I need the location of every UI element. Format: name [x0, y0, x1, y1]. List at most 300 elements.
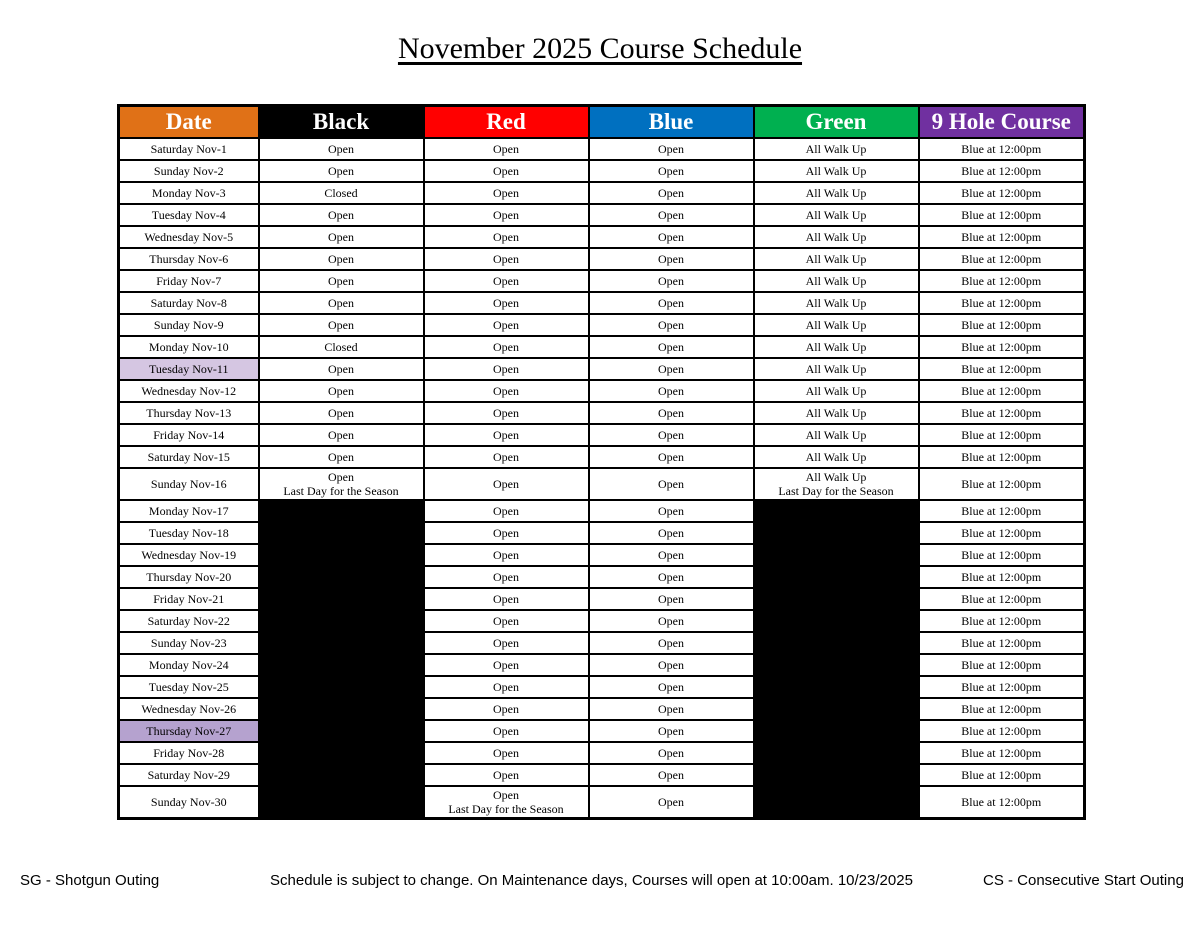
cell-red	[424, 588, 589, 610]
cell-green	[754, 402, 919, 424]
cell-text: Blue at 12:00pm	[961, 526, 1042, 540]
cell-text: Blue at 12:00pm	[961, 658, 1042, 672]
cell-green	[754, 446, 919, 468]
table-row	[119, 270, 1085, 292]
cell-nine	[919, 446, 1085, 468]
cell-date	[119, 742, 259, 764]
cell-text: Open	[658, 795, 684, 809]
cell-nine	[919, 402, 1085, 424]
cell-text: All Walk Up	[805, 296, 867, 310]
cell-nine	[919, 522, 1085, 544]
cell-black	[259, 226, 424, 248]
cell-note: Last Day for the Season	[778, 484, 894, 498]
cell-black	[259, 566, 424, 588]
cell-blue	[589, 654, 754, 676]
cell-green	[754, 544, 919, 566]
cell-text: Open	[328, 208, 354, 222]
cell-text: Open	[493, 658, 519, 672]
cell-text: Monday Nov-3	[151, 186, 226, 200]
cell-text: Blue at 12:00pm	[961, 208, 1042, 222]
cell-text: All Walk Up	[805, 164, 867, 178]
cell-text: Open	[493, 186, 519, 200]
page-title: November 2025 Course Schedule	[397, 32, 803, 65]
cell-date	[119, 654, 259, 676]
cell-green	[754, 632, 919, 654]
cell-green	[754, 522, 919, 544]
cell-blue	[589, 314, 754, 336]
cell-date	[119, 468, 259, 500]
cell-nine	[919, 632, 1085, 654]
cell-date	[119, 764, 259, 786]
cell-nine	[919, 566, 1085, 588]
cell-text: Tuesday Nov-4	[151, 208, 226, 222]
cell-red	[424, 160, 589, 182]
cell-text: Monday Nov-24	[148, 658, 229, 672]
cell-blue	[589, 720, 754, 742]
cell-green	[754, 138, 919, 160]
cell-green	[754, 468, 919, 500]
table-row	[119, 314, 1085, 336]
cell-green	[754, 588, 919, 610]
cell-nine	[919, 786, 1085, 819]
cell-red	[424, 402, 589, 424]
cell-text: Blue at 12:00pm	[961, 142, 1042, 156]
cell-text: Saturday Nov-15	[147, 450, 230, 464]
cell-blue	[589, 270, 754, 292]
cell-red	[424, 566, 589, 588]
cell-red	[424, 446, 589, 468]
cell-black	[259, 654, 424, 676]
cell-text: Open	[658, 406, 684, 420]
cell-date	[119, 292, 259, 314]
cell-text: Open	[493, 526, 519, 540]
cell-date	[119, 182, 259, 204]
cell-black	[259, 676, 424, 698]
cell-blue	[589, 160, 754, 182]
table-row	[119, 204, 1085, 226]
cell-text: Open	[328, 296, 354, 310]
cell-text: Blue at 12:00pm	[961, 795, 1042, 809]
table-row	[119, 336, 1085, 358]
cell-blue	[589, 424, 754, 446]
cell-text: All Walk Up	[805, 318, 867, 332]
cell-text: Open	[658, 164, 684, 178]
cell-black	[259, 160, 424, 182]
cell-blue	[589, 402, 754, 424]
cell-text: Sunday Nov-30	[150, 795, 227, 809]
cell-nine	[919, 698, 1085, 720]
cell-black	[259, 182, 424, 204]
cell-text: Saturday Nov-1	[150, 142, 227, 156]
cell-date	[119, 676, 259, 698]
cell-text: Wednesday Nov-12	[141, 384, 237, 398]
cell-text: Open	[328, 164, 354, 178]
cell-green	[754, 226, 919, 248]
cell-text: Open	[493, 406, 519, 420]
table-row	[119, 424, 1085, 446]
cell-nine	[919, 742, 1085, 764]
cell-red	[424, 720, 589, 742]
cell-text: Open	[658, 362, 684, 376]
cell-text: Open	[658, 477, 684, 491]
cell-text: Open	[658, 724, 684, 738]
cell-text: Open	[328, 384, 354, 398]
cell-text: Open	[658, 186, 684, 200]
cell-black	[259, 742, 424, 764]
cell-text: Open	[493, 477, 519, 491]
cell-text: All Walk Up	[805, 450, 867, 464]
cell-date	[119, 402, 259, 424]
cell-green	[754, 160, 919, 182]
cell-green	[754, 610, 919, 632]
cell-text: Open	[658, 428, 684, 442]
cell-green	[754, 654, 919, 676]
cell-text: Open	[493, 252, 519, 266]
cell-blue	[589, 138, 754, 160]
cell-red	[424, 424, 589, 446]
cell-red	[424, 544, 589, 566]
cell-text: All Walk Up	[805, 470, 867, 484]
cell-red	[424, 468, 589, 500]
table-row	[119, 632, 1085, 654]
cell-text: Blue at 12:00pm	[961, 548, 1042, 562]
cell-date	[119, 588, 259, 610]
cell-date	[119, 424, 259, 446]
cell-text: Saturday Nov-22	[147, 614, 230, 628]
cell-date	[119, 160, 259, 182]
cell-text: Blue at 12:00pm	[961, 164, 1042, 178]
cell-green	[754, 742, 919, 764]
cell-nine	[919, 226, 1085, 248]
cell-text: Saturday Nov-8	[150, 296, 227, 310]
cell-text: Tuesday Nov-11	[149, 362, 229, 376]
cell-black	[259, 292, 424, 314]
cell-text: Friday Nov-7	[156, 274, 222, 288]
cell-date	[119, 336, 259, 358]
table-row	[119, 182, 1085, 204]
schedule-table	[117, 104, 1086, 820]
cell-text: Wednesday Nov-26	[141, 702, 237, 716]
table-row	[119, 786, 1085, 819]
cell-text: Open	[658, 592, 684, 606]
cell-nine	[919, 544, 1085, 566]
cell-text: Open	[658, 274, 684, 288]
cell-blue	[589, 786, 754, 819]
column-header-green: Green	[754, 106, 919, 139]
table-row	[119, 468, 1085, 500]
cell-nine	[919, 720, 1085, 742]
cell-text: Open	[493, 592, 519, 606]
cell-green	[754, 786, 919, 819]
cell-blue	[589, 764, 754, 786]
cell-date	[119, 566, 259, 588]
cell-red	[424, 358, 589, 380]
cell-date	[119, 226, 259, 248]
cell-date	[119, 248, 259, 270]
table-row	[119, 226, 1085, 248]
cell-green	[754, 292, 919, 314]
cell-text: Open	[658, 680, 684, 694]
cell-black	[259, 500, 424, 522]
cell-black	[259, 544, 424, 566]
cell-text: Friday Nov-21	[153, 592, 225, 606]
cell-blue	[589, 588, 754, 610]
cell-date	[119, 500, 259, 522]
cell-date	[119, 522, 259, 544]
cell-text: Blue at 12:00pm	[961, 274, 1042, 288]
cell-nine	[919, 138, 1085, 160]
cell-blue	[589, 610, 754, 632]
cell-green	[754, 676, 919, 698]
cell-black	[259, 720, 424, 742]
cell-black	[259, 764, 424, 786]
cell-text: All Walk Up	[805, 252, 867, 266]
cell-text: Open	[658, 614, 684, 628]
cell-nine	[919, 468, 1085, 500]
cell-blue	[589, 566, 754, 588]
cell-blue	[589, 358, 754, 380]
cell-text: Thursday Nov-27	[146, 724, 232, 738]
cell-text: Open	[493, 362, 519, 376]
cell-red	[424, 676, 589, 698]
cell-text: Thursday Nov-20	[146, 570, 232, 584]
cell-text: Open	[658, 658, 684, 672]
cell-text: Open	[658, 450, 684, 464]
footer-legend-cs: CS - Consecutive Start Outing	[983, 872, 1184, 889]
cell-red	[424, 786, 589, 819]
cell-date	[119, 314, 259, 336]
cell-text: All Walk Up	[805, 406, 867, 420]
cell-black	[259, 270, 424, 292]
cell-text: All Walk Up	[805, 384, 867, 398]
cell-text: Blue at 12:00pm	[961, 768, 1042, 782]
cell-text: Blue at 12:00pm	[961, 296, 1042, 310]
cell-date	[119, 138, 259, 160]
cell-text: Open	[493, 296, 519, 310]
table-row	[119, 380, 1085, 402]
cell-text: Open	[493, 680, 519, 694]
cell-black	[259, 786, 424, 819]
table-row	[119, 544, 1085, 566]
cell-text: Open	[493, 428, 519, 442]
cell-nine	[919, 182, 1085, 204]
cell-text: All Walk Up	[805, 186, 867, 200]
cell-black	[259, 138, 424, 160]
cell-nine	[919, 676, 1085, 698]
cell-text: Open	[493, 318, 519, 332]
cell-date	[119, 786, 259, 819]
cell-text: Blue at 12:00pm	[961, 186, 1042, 200]
column-header-blue: Blue	[589, 106, 754, 139]
cell-text: Open	[658, 570, 684, 584]
cell-black	[259, 468, 424, 500]
cell-green	[754, 424, 919, 446]
cell-green	[754, 204, 919, 226]
cell-black	[259, 314, 424, 336]
cell-text: Tuesday Nov-18	[148, 526, 229, 540]
cell-text: Open	[328, 230, 354, 244]
cell-nine	[919, 336, 1085, 358]
cell-green	[754, 336, 919, 358]
cell-text: Blue at 12:00pm	[961, 724, 1042, 738]
table-row	[119, 676, 1085, 698]
cell-text: Open	[493, 384, 519, 398]
cell-text: Saturday Nov-29	[147, 768, 230, 782]
cell-red	[424, 292, 589, 314]
cell-blue	[589, 292, 754, 314]
cell-text: Open	[493, 230, 519, 244]
column-header-date: Date	[119, 106, 259, 139]
cell-text: Open	[493, 768, 519, 782]
cell-black	[259, 610, 424, 632]
cell-text: Open	[328, 450, 354, 464]
cell-text: Sunday Nov-16	[150, 477, 227, 491]
cell-text: Open	[493, 504, 519, 518]
cell-text: Thursday Nov-6	[149, 252, 229, 266]
cell-text: Blue at 12:00pm	[961, 450, 1042, 464]
cell-text: Open	[658, 526, 684, 540]
cell-blue	[589, 380, 754, 402]
column-header-nine-hole: 9 Hole Course	[919, 106, 1085, 139]
cell-text: Open	[493, 788, 519, 802]
cell-text: Open	[328, 362, 354, 376]
cell-nine	[919, 204, 1085, 226]
cell-blue	[589, 226, 754, 248]
cell-blue	[589, 500, 754, 522]
cell-blue	[589, 522, 754, 544]
cell-text: Open	[328, 470, 354, 484]
header-row	[119, 106, 1085, 139]
cell-text: Blue at 12:00pm	[961, 230, 1042, 244]
cell-red	[424, 270, 589, 292]
cell-green	[754, 764, 919, 786]
cell-text: Monday Nov-17	[148, 504, 229, 518]
cell-text: Closed	[324, 340, 358, 354]
cell-text: Open	[328, 142, 354, 156]
cell-green	[754, 698, 919, 720]
cell-text: Blue at 12:00pm	[961, 340, 1042, 354]
table-row	[119, 742, 1085, 764]
cell-black	[259, 632, 424, 654]
cell-nine	[919, 610, 1085, 632]
cell-text: Sunday Nov-9	[153, 318, 224, 332]
cell-text: All Walk Up	[805, 362, 867, 376]
cell-black	[259, 698, 424, 720]
table-row	[119, 138, 1085, 160]
footer-note: Schedule is subject to change. On Maintenance days, Courses will open at 10:00am. 10/23/2025	[270, 872, 913, 889]
column-header-black: Black	[259, 106, 424, 139]
cell-red	[424, 138, 589, 160]
cell-red	[424, 698, 589, 720]
cell-date	[119, 358, 259, 380]
cell-red	[424, 500, 589, 522]
cell-red	[424, 654, 589, 676]
cell-text: Open	[328, 274, 354, 288]
cell-green	[754, 566, 919, 588]
cell-black	[259, 588, 424, 610]
table-row	[119, 698, 1085, 720]
cell-text: Open	[658, 208, 684, 222]
cell-text: Blue at 12:00pm	[961, 252, 1042, 266]
cell-text: Open	[493, 746, 519, 760]
cell-blue	[589, 742, 754, 764]
cell-text: Blue at 12:00pm	[961, 504, 1042, 518]
cell-text: Open	[658, 636, 684, 650]
cell-date	[119, 720, 259, 742]
cell-text: Open	[493, 142, 519, 156]
cell-nine	[919, 248, 1085, 270]
cell-nine	[919, 588, 1085, 610]
cell-blue	[589, 698, 754, 720]
cell-text: Open	[658, 768, 684, 782]
table-row	[119, 402, 1085, 424]
cell-red	[424, 336, 589, 358]
table-row	[119, 292, 1085, 314]
cell-note: Last Day for the Season	[283, 484, 399, 498]
cell-black	[259, 402, 424, 424]
cell-black	[259, 336, 424, 358]
cell-text: Open	[328, 406, 354, 420]
cell-green	[754, 500, 919, 522]
cell-text: All Walk Up	[805, 230, 867, 244]
cell-nine	[919, 314, 1085, 336]
cell-red	[424, 764, 589, 786]
cell-text: Open	[658, 252, 684, 266]
cell-black	[259, 248, 424, 270]
cell-red	[424, 248, 589, 270]
cell-text: Open	[658, 746, 684, 760]
cell-note: Last Day for the Season	[448, 802, 564, 816]
cell-green	[754, 314, 919, 336]
cell-text: All Walk Up	[805, 274, 867, 288]
cell-text: Open	[658, 340, 684, 354]
cell-blue	[589, 182, 754, 204]
cell-green	[754, 270, 919, 292]
cell-blue	[589, 204, 754, 226]
cell-text: Open	[658, 142, 684, 156]
cell-text: Blue at 12:00pm	[961, 702, 1042, 716]
cell-red	[424, 610, 589, 632]
table-row	[119, 610, 1085, 632]
cell-text: Open	[658, 230, 684, 244]
table-row	[119, 160, 1085, 182]
cell-text: Open	[493, 614, 519, 628]
cell-text: Open	[493, 164, 519, 178]
cell-green	[754, 358, 919, 380]
table-row	[119, 566, 1085, 588]
cell-green	[754, 720, 919, 742]
cell-text: Friday Nov-14	[153, 428, 225, 442]
cell-text: Blue at 12:00pm	[961, 592, 1042, 606]
cell-text: Blue at 12:00pm	[961, 428, 1042, 442]
cell-text: Open	[658, 504, 684, 518]
cell-black	[259, 358, 424, 380]
cell-black	[259, 380, 424, 402]
cell-text: Wednesday Nov-19	[141, 548, 237, 562]
cell-text: Monday Nov-10	[148, 340, 229, 354]
cell-text: Closed	[324, 186, 358, 200]
cell-nine	[919, 160, 1085, 182]
cell-nine	[919, 380, 1085, 402]
table-row	[119, 446, 1085, 468]
table-row	[119, 248, 1085, 270]
cell-date	[119, 446, 259, 468]
cell-nine	[919, 270, 1085, 292]
cell-date	[119, 204, 259, 226]
cell-text: Open	[493, 450, 519, 464]
cell-text: All Walk Up	[805, 428, 867, 442]
cell-text: Blue at 12:00pm	[961, 318, 1042, 332]
